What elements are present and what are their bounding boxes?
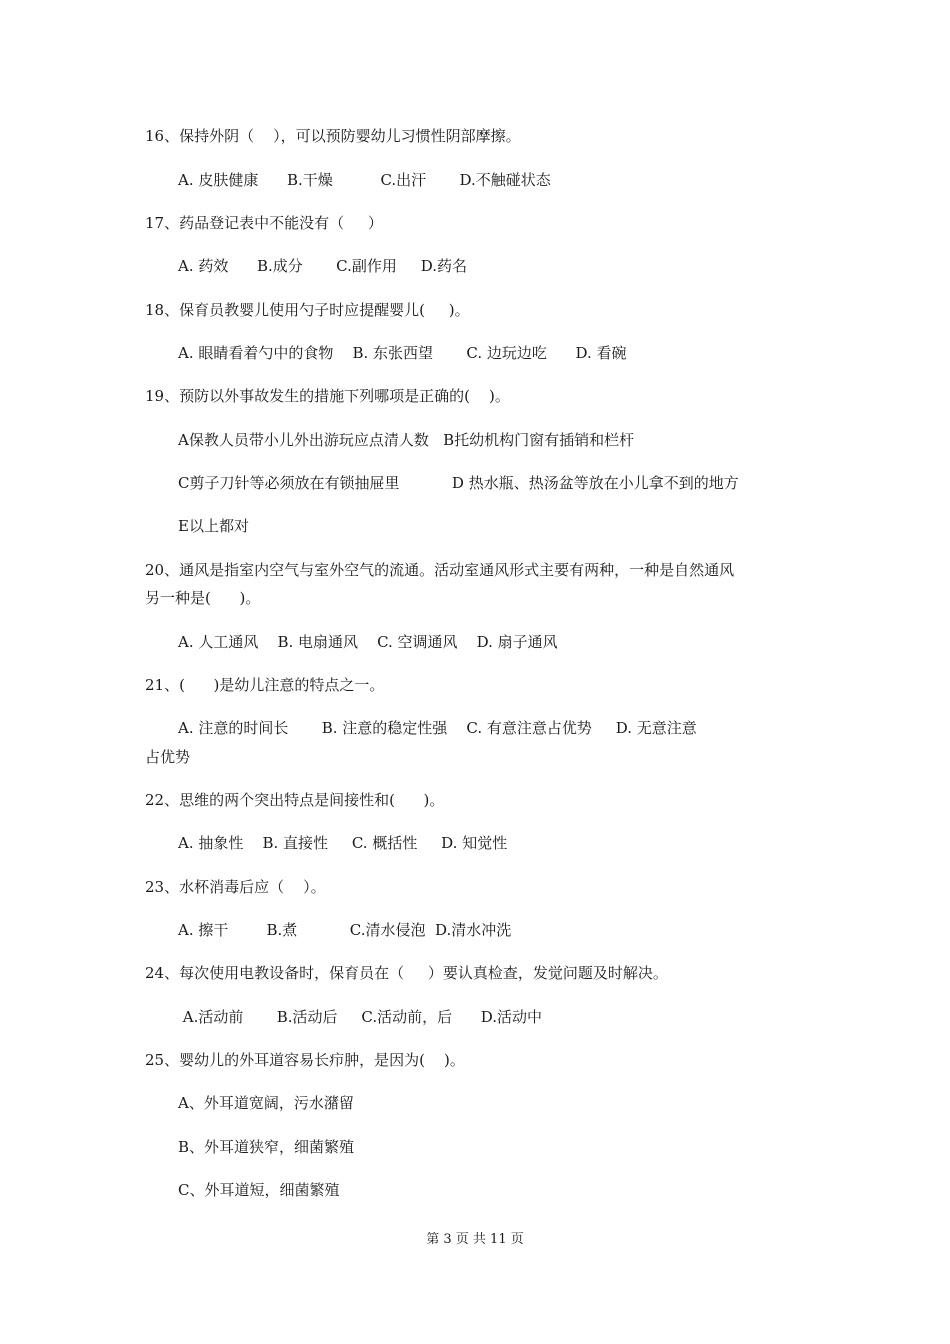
options-19-line2: C剪子刀针等必须放在有锁抽屉里 D 热水瓶、热汤盆等放在小儿拿不到的地方 bbox=[178, 474, 739, 492]
options-24: A.活动前 B.活动后 C.活动前，后 D.活动中 bbox=[178, 1008, 542, 1026]
options-17: A. 药效 B.成分 C.副作用 D.药名 bbox=[178, 257, 467, 275]
options-23: A. 擦干 B.煮 C.清水侵泡 D.清水冲洗 bbox=[178, 921, 512, 939]
options-21-cont: 占优势 bbox=[145, 748, 191, 766]
options-16: A. 皮肤健康 B.干燥 C.出汗 D.不触碰状态 bbox=[178, 171, 551, 189]
question-25: 25、婴幼儿的外耳道容易长疖肿，是因为( )。 bbox=[145, 1051, 465, 1069]
question-18: 18、保育员教婴儿使用勺子时应提醒婴儿( )。 bbox=[145, 301, 470, 319]
question-20: 20、通风是指室内空气与室外空气的流通。活动室通风形式主要有两种，一种是自然通风 bbox=[145, 561, 735, 579]
options-21: A. 注意的时间长 B. 注意的稳定性强 C. 有意注意占优势 D. 无意注意 bbox=[178, 719, 697, 737]
options-25-b: B、外耳道狭窄，细菌繁殖 bbox=[178, 1138, 355, 1156]
options-18: A. 眼睛看着勺中的食物 B. 东张西望 C. 边玩边吃 D. 看碗 bbox=[178, 344, 627, 362]
question-21: 21、( )是幼儿注意的特点之一。 bbox=[145, 676, 385, 694]
options-22: A. 抽象性 B. 直接性 C. 概括性 D. 知觉性 bbox=[178, 834, 508, 852]
question-17: 17、药品登记表中不能没有（ ） bbox=[145, 214, 383, 232]
options-25-a: A、外耳道宽阔，污水潴留 bbox=[178, 1094, 354, 1112]
options-19-line3: E以上都对 bbox=[178, 517, 249, 535]
options-25-c: C、外耳道短，细菌繁殖 bbox=[178, 1181, 340, 1199]
question-23: 23、水杯消毒后应（ ）。 bbox=[145, 878, 326, 896]
options-20: A. 人工通风 B. 电扇通风 C. 空调通风 D. 扇子通风 bbox=[178, 633, 558, 651]
options-19-line1: A保教人员带小儿外出游玩应点清人数 B托幼机构门窗有插销和栏杆 bbox=[178, 431, 635, 449]
question-16: 16、保持外阴（ ），可以预防婴幼儿习惯性阴部摩擦。 bbox=[145, 127, 521, 145]
page-footer: 第 3 页 共 11 页 bbox=[426, 1232, 524, 1247]
question-20-cont: 另一种是( )。 bbox=[145, 589, 261, 607]
question-19: 19、预防以外事故发生的措施下列哪项是正确的( )。 bbox=[145, 387, 510, 405]
question-24: 24、每次使用电教设备时，保育员在（ ）要认真检查，发觉问题及时解决。 bbox=[145, 964, 668, 982]
question-22: 22、思维的两个突出特点是间接性和( )。 bbox=[145, 791, 445, 809]
